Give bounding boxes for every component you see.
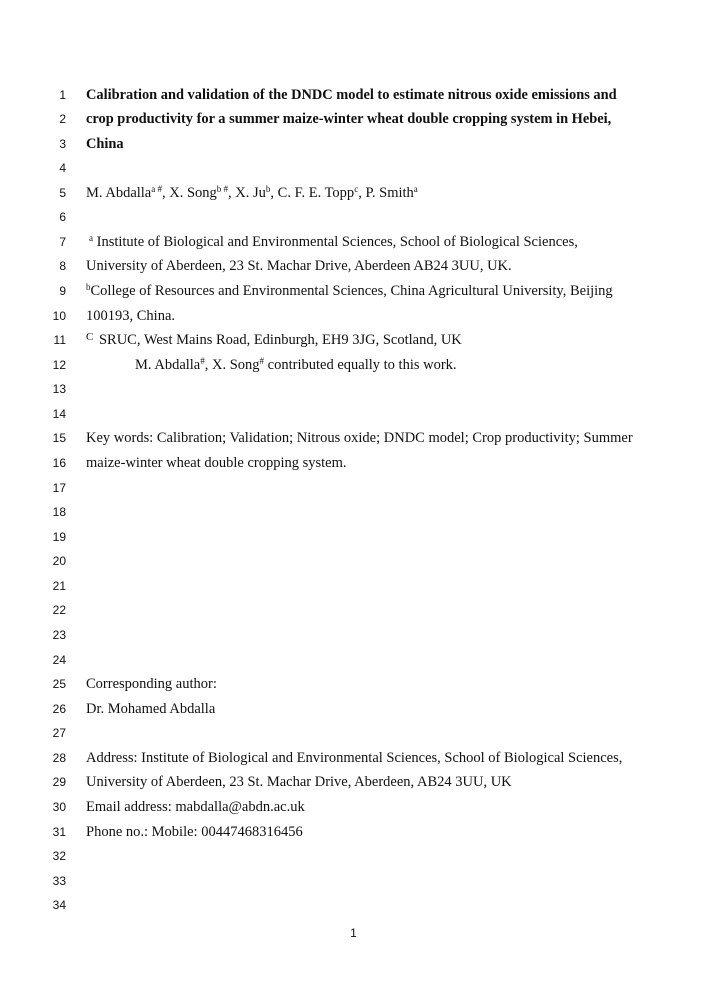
line-10 — [0, 304, 707, 328]
address-line-2: University of Aberdeen, 23 St. Machar Drive, Aberdeen, AB24 3UU, UK — [86, 774, 512, 790]
line-30 — [0, 795, 707, 819]
line-13 — [0, 377, 707, 401]
phone-line: Phone no.: Mobile: 00447468316456 — [86, 824, 303, 840]
line-number: 1 — [59, 88, 66, 102]
title-line-1: Calibration and validation of the DNDC model to estimate nitrous oxide emissions and — [86, 87, 617, 103]
line-number: 17 — [52, 481, 66, 495]
affiliation-text: Institute of Biological and Environmental Sciences, School of Biological Sciences, — [93, 234, 578, 250]
line-number: 26 — [52, 702, 66, 716]
line-number: 5 — [59, 186, 66, 200]
line-27 — [0, 721, 707, 745]
affiliation-marker: C — [86, 331, 94, 343]
line-number: 2 — [59, 112, 66, 126]
line-9 — [0, 279, 707, 303]
title-line-2: crop productivity for a summer maize-winter wheat double cropping system in Hebei, — [86, 111, 612, 127]
line-1 — [0, 83, 707, 107]
line-number: 3 — [59, 137, 66, 151]
affiliation-marker: a — [89, 233, 93, 243]
line-6 — [0, 205, 707, 229]
equal-contribution-note — [135, 353, 457, 377]
line-26 — [0, 697, 707, 721]
line-7 — [0, 230, 707, 254]
line-3 — [0, 132, 707, 156]
line-number: 24 — [52, 653, 66, 667]
line-number: 12 — [52, 358, 66, 372]
line-number: 29 — [52, 775, 66, 789]
equal-note-text: contributed equally to this work. — [264, 357, 457, 373]
line-number: 30 — [52, 800, 66, 814]
affiliation-a-line-2: University of Aberdeen, 23 St. Machar Drive, Aberdeen AB24 3UU, UK. — [86, 258, 512, 274]
line-29 — [0, 770, 707, 794]
line-number: 25 — [52, 677, 66, 691]
author-name: M. Abdalla — [86, 185, 152, 201]
line-number: 23 — [52, 628, 66, 642]
line-number: 34 — [52, 898, 66, 912]
corresponding-author-name: Dr. Mohamed Abdalla — [86, 701, 216, 717]
equal-author-name: , X. Song — [204, 357, 260, 373]
line-number: 22 — [52, 603, 66, 617]
corresponding-author-label: Corresponding author: — [86, 676, 217, 692]
author-affiliation-mark: a # — [151, 184, 162, 194]
line-number: 21 — [52, 579, 66, 593]
equal-mark: # — [259, 356, 265, 366]
author-name: , X. Ju — [228, 185, 266, 201]
email-line: Email address: mabdalla@abdn.ac.uk — [86, 799, 305, 815]
author-name: , P. Smith — [358, 185, 414, 201]
affiliation-a-line-1 — [89, 230, 578, 254]
page-number: 1 — [350, 926, 357, 940]
line-31 — [0, 820, 707, 844]
line-32 — [0, 844, 707, 868]
author-name: , X. Song — [162, 185, 217, 201]
keywords-line-2: maize-winter wheat double cropping system. — [86, 455, 347, 471]
keywords-line-1: Key words: Calibration; Validation; Nitrous oxide; DNDC model; Crop productivity; Summer — [86, 430, 633, 446]
line-11 — [0, 328, 707, 352]
line-5 — [0, 181, 707, 205]
line-number: 7 — [59, 235, 66, 249]
line-number: 6 — [59, 210, 66, 224]
line-25 — [0, 672, 707, 696]
line-19 — [0, 525, 707, 549]
line-18 — [0, 500, 707, 524]
line-12 — [0, 353, 707, 377]
line-4 — [0, 156, 707, 180]
line-22 — [0, 598, 707, 622]
line-33 — [0, 869, 707, 893]
line-number: 4 — [59, 161, 66, 175]
author-affiliation-mark: b — [265, 184, 271, 194]
line-15 — [0, 426, 707, 450]
line-number: 11 — [53, 333, 66, 347]
title-line-3: China — [86, 136, 124, 152]
line-24 — [0, 648, 707, 672]
line-number: 31 — [52, 825, 66, 839]
author-affiliation-mark: a — [413, 184, 418, 194]
affiliation-b-line-2: 100193, China. — [86, 308, 176, 324]
line-number: 14 — [52, 407, 66, 421]
affiliation-b-line-1 — [86, 279, 613, 303]
line-number: 20 — [52, 554, 66, 568]
line-number: 28 — [52, 751, 66, 765]
line-21 — [0, 574, 707, 598]
affiliation-marker: b — [86, 282, 91, 292]
line-16 — [0, 451, 707, 475]
line-20 — [0, 549, 707, 573]
equal-mark: # — [200, 356, 205, 366]
line-number: 18 — [52, 505, 66, 519]
line-number: 8 — [59, 259, 66, 273]
line-number: 13 — [52, 382, 66, 396]
affiliation-text: SRUC, West Mains Road, Edinburgh, EH9 3JG, Scotland, UK — [95, 332, 462, 348]
line-number: 10 — [52, 309, 66, 323]
address-line-1: Address: Institute of Biological and Environmental Sciences, School of Biological Sciences, — [86, 750, 623, 766]
line-number: 27 — [52, 726, 66, 740]
line-34 — [0, 893, 707, 917]
author-list — [86, 181, 418, 205]
author-name: , C. F. E. Topp — [270, 185, 355, 201]
affiliation-c-line-1 — [86, 328, 462, 352]
line-number: 33 — [52, 874, 66, 888]
line-23 — [0, 623, 707, 647]
line-number: 15 — [52, 431, 66, 445]
author-affiliation-mark: c — [354, 184, 359, 194]
line-number: 16 — [52, 456, 66, 470]
line-17 — [0, 476, 707, 500]
line-number: 9 — [59, 284, 66, 298]
line-number: 32 — [52, 849, 66, 863]
line-14 — [0, 402, 707, 426]
affiliation-text: College of Resources and Environmental Sciences, China Agricultural University, Beijing — [90, 283, 613, 299]
line-2 — [0, 107, 707, 131]
line-8 — [0, 254, 707, 278]
line-28 — [0, 746, 707, 770]
equal-author-name: M. Abdalla — [135, 357, 201, 373]
author-affiliation-mark: b # — [216, 184, 229, 194]
line-number: 19 — [52, 530, 66, 544]
